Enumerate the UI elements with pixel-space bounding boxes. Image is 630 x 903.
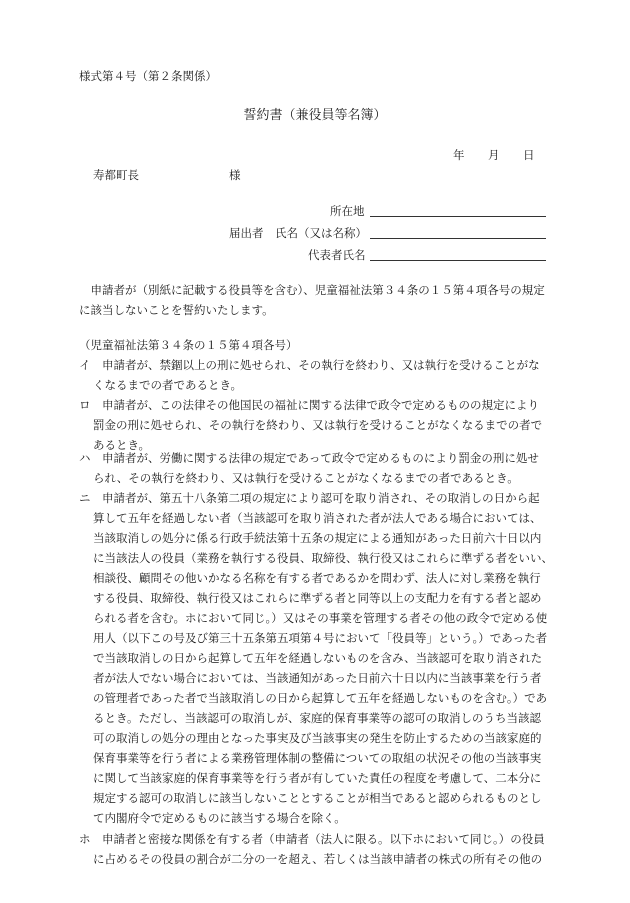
item-mark: イ [79,358,91,372]
item-text-line: 申請者と密接な関係を有する者（申請者（法人に限る。以下ホにおいて同じ。）の役員 [102,832,545,846]
section-heading: （児童福祉法第３４条の１５第４項各号） [79,338,298,352]
item-text-line: られる者を含む。ホにおいて同じ。）又はその事業を管理する者その他の政令で定める使 [93,611,548,625]
item-text-line: るとき。ただし、当該認可の取消しが、家庭的保育事業等の認可の取消しのうち当該認 [93,711,542,725]
item-text-line: 罰金の刑に処せられ、その執行を終わり、又は執行を受けることがなくなるまでの者で [93,418,543,432]
item-text-line: 規定する認可の取消しに該当しないこととすることが相当であると認められるものとし [93,791,542,805]
date-day: 日 [523,148,535,162]
applicant-role-label: 届出者 [229,226,264,240]
item-text-line: 保育事業等を行う者による業務管理体制の整備についての取組の状況その他の当該事実 [93,751,542,765]
item-text-line: 申請者が、禁錮以上の刑に処せられ、その執行を終わり、又は執行を受けることがな [102,358,540,372]
item-text-line: に当該法人の役員（業務を執行する役員、取締役、執行役又はこれらに準ずる者をいい、 [93,551,553,565]
item-mark: ロ [79,398,91,412]
item-text-line: 可の取消しの処分の理由となった事実及び当該事実の発生を防止するための当該家庭的 [93,731,542,745]
item-text-line: に占めるその役員の割合が二分の一を超え、若しくは当該申請者の株式の所有その他の [93,852,543,866]
date-month: 月 [488,148,500,162]
pledge-line: に該当しないことを誓約いたします。 [79,303,274,317]
representative-underline [370,260,546,261]
item-text-line: 相談役、顧問その他いかなる名称を有する者であるかを問わず、法人に対し業務を執行 [93,571,541,585]
item-mark: ニ [79,491,91,505]
item-text-line: 申請者が、第五十八条第二項の規定により認可を取り消され、その取消しの日から起 [102,491,540,505]
item-text-line: 用人（以下この号及び第三十五条第五項第４号において「役員等」という。）であった者 [93,631,548,645]
address-underline [370,216,546,217]
item-text-line: する役員、取締役、執行役又はこれらに準ずる者と同等以上の支配力を有する者と認め [93,591,542,605]
representative-label: 代表者氏名 [308,248,366,262]
item-text-line: て内閣府令で定めるものに該当する場合を除く。 [93,811,346,825]
addressee-name: 寿都町長 [93,168,139,182]
name-underline [370,238,546,239]
item-mark: ハ [79,451,91,465]
item-text-line: 者が法人でない場合においては、当該通知があった日前六十日以内に当該事業を行う者 [93,671,542,685]
form-number: 様式第４号（第２条関係） [79,69,217,83]
addressee-suffix: 様 [229,168,241,182]
address-label: 所在地 [330,204,365,218]
item-text-line: の管理者であった者で当該取消しの日から起算して五年を経過しないものを含む。）であ [93,691,548,705]
item-mark: ホ [79,832,91,846]
item-text-line: あるとき。 [93,438,151,452]
name-label: 氏名（又は名称） [275,226,367,240]
item-text-line: 申請者が、労働に関する法律の規定であって政令で定めるものにより罰金の刑に処せ [102,451,539,465]
date-year: 年 [453,148,465,162]
item-text-line: くなるまでの者であるとき。 [93,378,243,392]
item-text-line: に関して当該家庭的保育事業等を行う者が有していた責任の程度を考慮して、二本分に [93,771,542,785]
item-text-line: 算して五年を経過しない者（当該認可を取り消された者が法人である場合においては、 [93,511,542,525]
item-text-line: で当該取消しの日から起算して五年を経過しないものを含み、当該認可を取り消された [93,651,543,665]
item-text-line: 当該取消しの処分に係る行政手続法第十五条の規定による通知があった日前六十日以内 [93,531,542,545]
item-text-line: 申請者が、この法律その他国民の福祉に関する法律で政令で定めるものの規定により [102,398,539,412]
pledge-line: 申請者が（別紙に記載する役員等を含む）、児童福祉法第３４条の１５第４項各号の規定 [79,283,545,297]
item-text-line: られ、その執行を終わり、又は執行を受けることがなくなるまでの者であるとき。 [93,471,519,485]
document-title: 誓約書（兼役員等名簿） [243,108,387,123]
